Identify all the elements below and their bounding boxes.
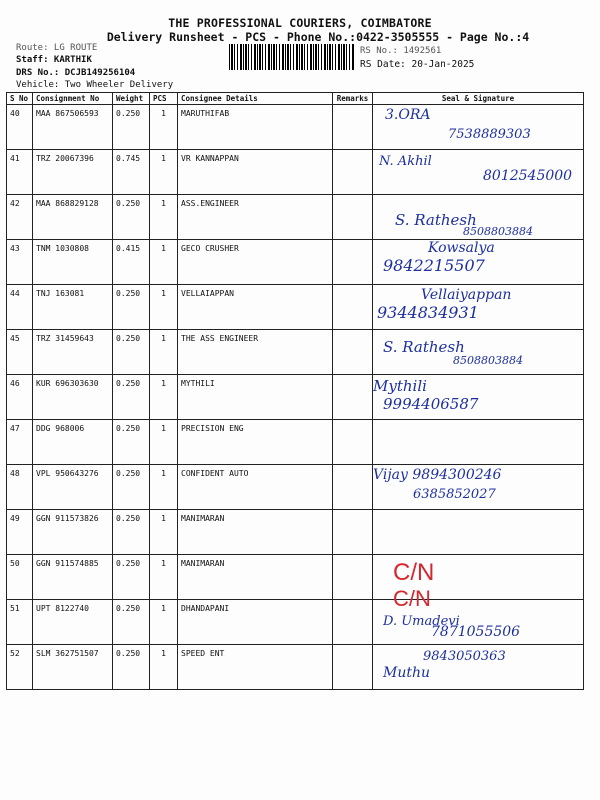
cell-remarks	[333, 240, 373, 285]
handwritten-phone: 8012545000	[483, 168, 573, 184]
handwritten-signature: D. Umadevi	[383, 614, 460, 629]
cell-weight: 0.250	[113, 420, 150, 465]
cell-signature	[373, 645, 584, 690]
handwritten-signature: Vellaiyappan	[421, 287, 512, 303]
barcode-image	[229, 44, 354, 70]
cell-consignment: MAA 868829128	[33, 195, 113, 240]
cell-weight: 0.250	[113, 285, 150, 330]
cell-consignment: KUR 696303630	[33, 375, 113, 420]
cell-consignment: MAA 867506593	[33, 105, 113, 150]
handwritten-signature: N. Akhil	[379, 154, 432, 169]
cell-consignment: DDG 968006	[33, 420, 113, 465]
col-header-pcs: PCS	[150, 93, 178, 105]
cell-pcs: 1	[150, 600, 178, 645]
handwritten-signature: 3.ORA	[385, 107, 431, 123]
cell-sno: 44	[7, 285, 33, 330]
cell-signature	[373, 330, 584, 375]
cell-consignee: CONFIDENT AUTO	[178, 465, 333, 510]
cell-pcs: 1	[150, 330, 178, 375]
handwritten-signature: Mythili	[373, 377, 427, 395]
handwritten-signature: S. Rathesh	[383, 338, 465, 356]
handwritten-phone: 9344834931	[377, 303, 479, 322]
cell-sno: 49	[7, 510, 33, 555]
col-header-consignee: Consignee Details	[178, 93, 333, 105]
cell-pcs: 1	[150, 465, 178, 510]
cell-sno: 46	[7, 375, 33, 420]
cell-pcs: 1	[150, 420, 178, 465]
cell-consignment: UPT 8122740	[33, 600, 113, 645]
table-row	[7, 510, 584, 555]
cell-signature	[373, 285, 584, 330]
cell-remarks	[333, 330, 373, 375]
cell-sno: 48	[7, 465, 33, 510]
cell-consignee: VELLAIAPPAN	[178, 285, 333, 330]
table-row	[7, 555, 584, 600]
cell-weight: 0.415	[113, 240, 150, 285]
cell-remarks	[333, 420, 373, 465]
cell-signature	[373, 195, 584, 240]
handwritten-signature: S. Rathesh	[395, 211, 477, 229]
cell-sno: 41	[7, 150, 33, 195]
cell-consignee: MARUTHIFAB	[178, 105, 333, 150]
cell-remarks	[333, 465, 373, 510]
cell-consignee: PRECISION ENG	[178, 420, 333, 465]
handwritten-phone: 8508803884	[463, 225, 533, 238]
cell-consignee: SPEED ENT	[178, 645, 333, 690]
cell-pcs: 1	[150, 510, 178, 555]
cell-sno: 47	[7, 420, 33, 465]
route-label: Route: LG ROUTE	[16, 43, 98, 53]
rs-number: RS No.: 1492561	[360, 46, 442, 56]
cell-weight: 0.250	[113, 195, 150, 240]
table-row	[7, 330, 584, 375]
col-header-consignment: Consignment No	[33, 93, 113, 105]
cell-weight: 0.250	[113, 600, 150, 645]
cell-weight: 0.250	[113, 510, 150, 555]
cell-pcs: 1	[150, 150, 178, 195]
cell-remarks	[333, 195, 373, 240]
table-header-row	[7, 93, 584, 105]
cell-consignee: GECO CRUSHER	[178, 240, 333, 285]
runsheet-subtitle: Delivery Runsheet - PCS - Phone No.:0422-3505555 - Page No.:4	[106, 30, 530, 44]
handwritten-phone: 9842215507	[383, 256, 485, 275]
table-row	[7, 420, 584, 465]
handwritten-phone: 8508803884	[453, 354, 523, 367]
cell-pcs: 1	[150, 240, 178, 285]
cell-pcs: 1	[150, 285, 178, 330]
cell-sno: 43	[7, 240, 33, 285]
cell-signature	[373, 420, 584, 465]
handwritten-phone: 7871055506	[431, 624, 521, 640]
cell-consignment: TNJ 163081	[33, 285, 113, 330]
cell-signature	[373, 586, 584, 645]
cell-weight: 0.250	[113, 330, 150, 375]
handwritten-signature: Vijay 9894300246	[373, 467, 502, 483]
cell-weight: 0.250	[113, 555, 150, 600]
handwritten-phone: 9843050363	[423, 649, 506, 664]
cell-weight: 0.250	[113, 645, 150, 690]
cell-consignment: VPL 950643276	[33, 465, 113, 510]
cell-consignment: TNM 1030808	[33, 240, 113, 285]
cell-consignment: GGN 911573826	[33, 510, 113, 555]
cell-consignee: DHANDAPANI	[178, 600, 333, 645]
company-title: THE PROFESSIONAL COURIERS, COIMBATORE	[168, 16, 432, 30]
cell-consignee: ASS.ENGINEER	[178, 195, 333, 240]
cell-sno: 45	[7, 330, 33, 375]
col-header-weight: Weight	[113, 93, 150, 105]
table-row	[7, 150, 584, 195]
cell-remarks	[333, 375, 373, 420]
table-row	[7, 105, 584, 150]
table-row	[7, 600, 584, 645]
cell-consignee: VR KANNAPPAN	[178, 150, 333, 195]
cell-remarks	[333, 555, 373, 600]
cell-pcs: 1	[150, 105, 178, 150]
cell-pcs: 1	[150, 555, 178, 600]
cell-remarks	[333, 285, 373, 330]
handwritten-cn-mark: C/N	[393, 559, 435, 586]
handwritten-signature: Muthu	[383, 665, 431, 681]
col-header-remarks: Remarks	[333, 93, 373, 105]
cell-signature	[373, 465, 584, 510]
cell-weight: 0.250	[113, 105, 150, 150]
cell-sno: 50	[7, 555, 33, 600]
cell-consignment: GGN 911574885	[33, 555, 113, 600]
handwritten-phone: 9994406587	[383, 395, 479, 413]
cell-remarks	[333, 600, 373, 645]
handwritten-phone: 6385852027	[413, 487, 496, 502]
handwritten-phone: 7538889303	[448, 127, 531, 142]
cell-weight: 0.745	[113, 150, 150, 195]
cell-consignment: TRZ 31459643	[33, 330, 113, 375]
cell-consignee: THE ASS ENGINEER	[178, 330, 333, 375]
cell-remarks	[333, 645, 373, 690]
handwritten-signature: Kowsalya	[428, 240, 495, 256]
cell-weight: 0.250	[113, 465, 150, 510]
staff-label: Staff: KARTHIK	[16, 55, 92, 65]
drs-number: DRS No.: DCJB149256104	[16, 68, 136, 78]
cell-consignee: MANIMARAN	[178, 555, 333, 600]
table-row	[7, 195, 584, 240]
vehicle-label: Vehicle: Two Wheeler Delivery	[16, 80, 174, 90]
table-row	[7, 240, 584, 285]
cell-consignment: SLM 362751507	[33, 645, 113, 690]
runsheet-table	[6, 92, 584, 690]
cell-sno: 42	[7, 195, 33, 240]
cell-remarks	[333, 150, 373, 195]
table-row	[7, 645, 584, 690]
cell-pcs: 1	[150, 375, 178, 420]
cell-sno: 51	[7, 600, 33, 645]
cell-sno: 52	[7, 645, 33, 690]
cell-signature	[373, 105, 584, 150]
cell-consignment: TRZ 20067396	[33, 150, 113, 195]
cell-signature	[373, 510, 584, 555]
col-header-sno: S No	[7, 93, 33, 105]
rs-date: RS Date: 20-Jan-2025	[360, 59, 475, 70]
cell-remarks	[333, 105, 373, 150]
table-row	[7, 285, 584, 330]
cell-pcs: 1	[150, 645, 178, 690]
table-row	[7, 465, 584, 510]
cell-consignee: MYTHILI	[178, 375, 333, 420]
col-header-signature: Seal & Signature	[373, 93, 584, 105]
cell-signature	[373, 150, 584, 195]
cell-weight: 0.250	[113, 375, 150, 420]
table-row	[7, 375, 584, 420]
cell-signature	[373, 375, 584, 420]
cell-sno: 40	[7, 105, 33, 150]
cell-signature	[373, 240, 584, 285]
cell-remarks	[333, 510, 373, 555]
cell-pcs: 1	[150, 195, 178, 240]
handwritten-cn-mark: C/N	[393, 586, 431, 611]
cell-consignee: MANIMARAN	[178, 510, 333, 555]
